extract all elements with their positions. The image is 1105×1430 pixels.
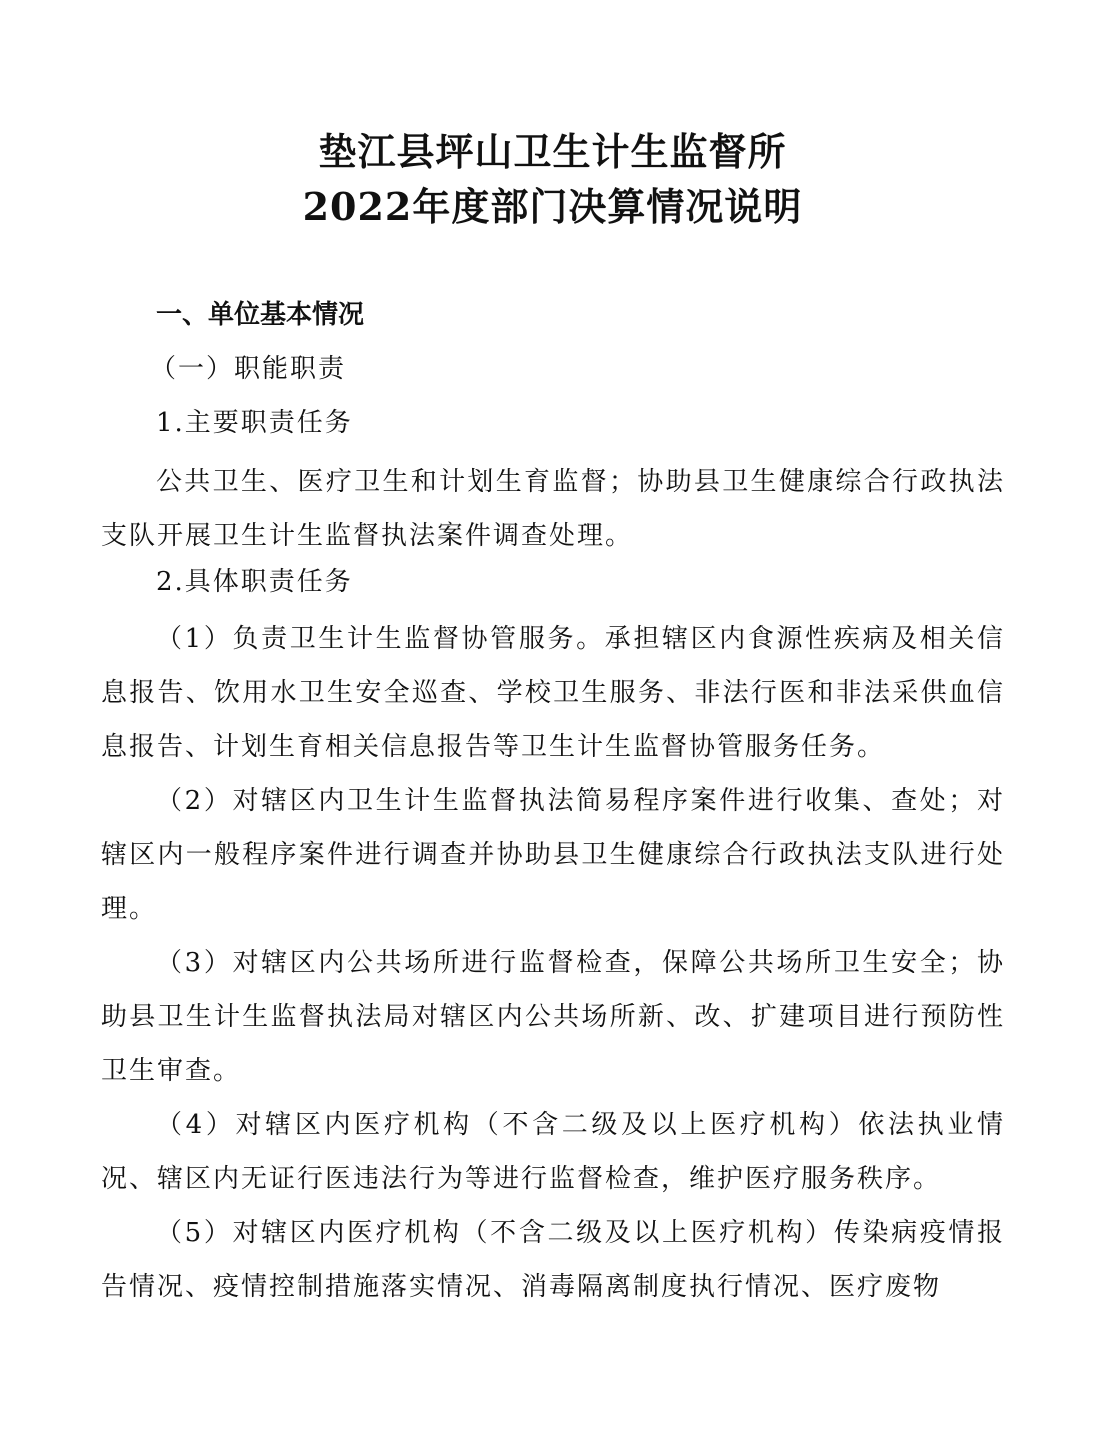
- item-heading-main-duties: 1.主要职责任务: [156, 408, 353, 438]
- document-title-line-2: 2022年度部门决算情况说明: [302, 184, 803, 229]
- paragraph-duty-5: （5）对辖区内医疗机构（不含二级及以上医疗机构）传染病疫情报告情况、疫情控制措施落实情况、消毒隔离制度执行情况、医疗废物: [101, 1218, 1005, 1302]
- paragraph-duty-2: （2）对辖区内卫生计生监督执法简易程序案件进行收集、查处；对辖区内一般程序案件进行调查并协助县卫生健康综合行政执法支队进行处理。: [101, 786, 1005, 924]
- paragraph-duty-4: （4）对辖区内医疗机构（不含二级及以上医疗机构）依法执业情况、辖区内无证行医违法行为等进行监督检查，维护医疗服务秩序。: [101, 1110, 1005, 1194]
- paragraph-main-duties: 公共卫生、医疗卫生和计划生育监督；协助县卫生健康综合行政执法支队开展卫生计生监督执法案件调查处理。: [101, 467, 1005, 551]
- paragraph-duty-3: （3）对辖区内公共场所进行监督检查，保障公共场所卫生安全；协助县卫生计生监督执法局对辖区内公共场所新、改、扩建项目进行预防性卫生审查。: [101, 948, 1005, 1086]
- subsection-heading-functions: （一）职能职责: [150, 354, 347, 384]
- item-heading-specific-duties: 2.具体职责任务: [156, 567, 353, 597]
- section-heading-basic-info: 一、单位基本情况: [156, 300, 365, 330]
- paragraph-duty-1: （1）负责卫生计生监督协管服务。承担辖区内食源性疾病及相关信息报告、饮用水卫生安全巡查、学校卫生服务、非法行医和非法采供血信息报告、计划生育相关信息报告等卫生计生监督协管服务任务。: [101, 624, 1005, 762]
- document-title-line-1: 垫江县坪山卫生计生监督所: [318, 129, 787, 174]
